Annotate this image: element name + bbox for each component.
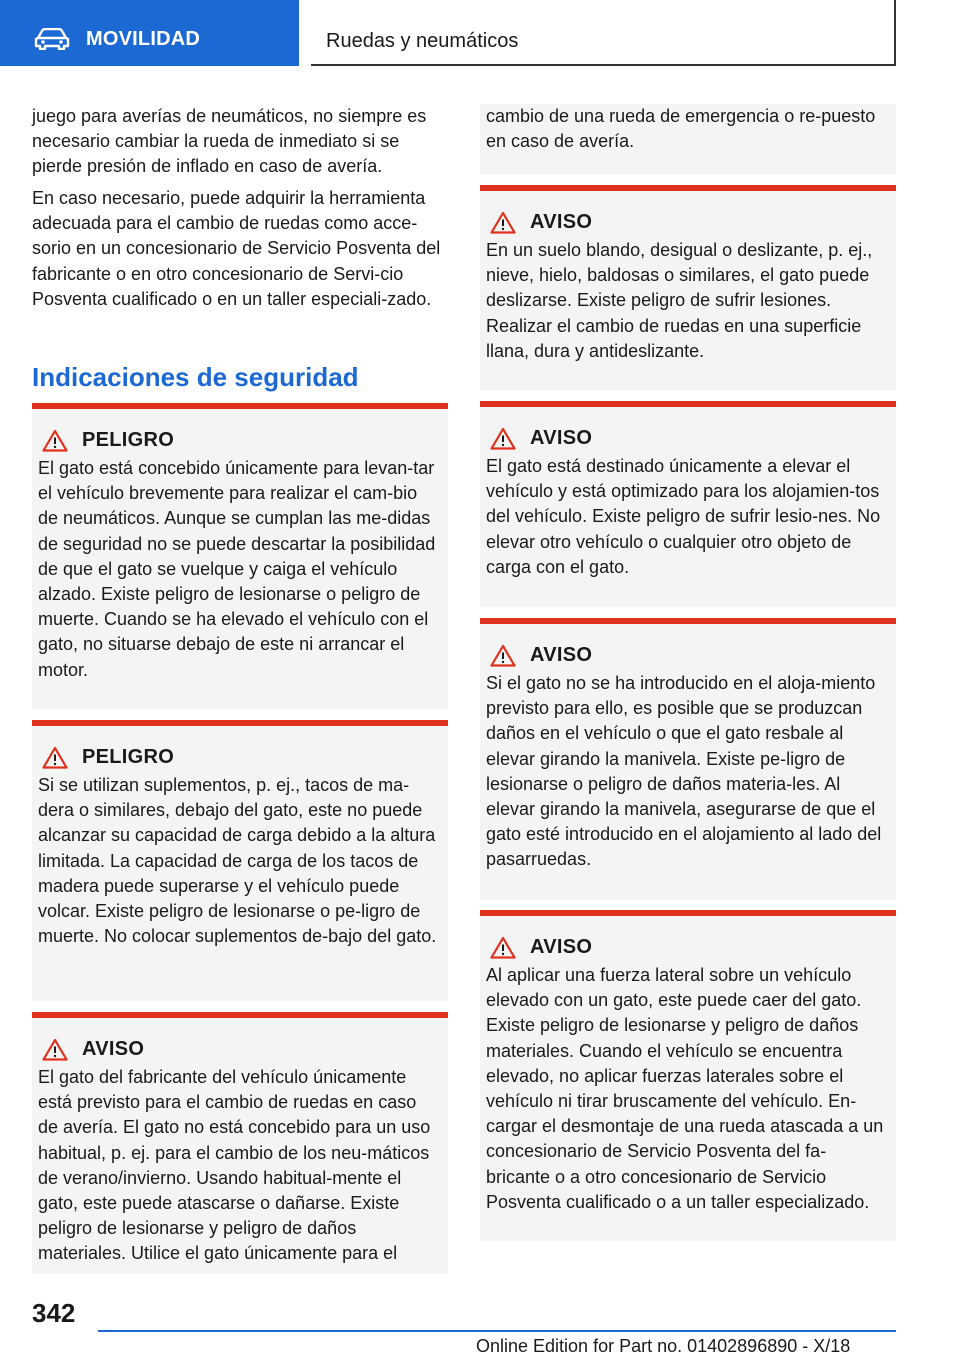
- warning-triangle-icon: [490, 427, 516, 450]
- page-number: 342: [32, 1298, 76, 1328]
- box-title: AVISO: [530, 936, 593, 958]
- box-title: AVISO: [530, 427, 593, 449]
- car-icon: [34, 28, 70, 50]
- continued-box: [480, 104, 896, 174]
- box-title: AVISO: [530, 644, 593, 666]
- box-title: AVISO: [82, 1038, 145, 1060]
- box-title: AVISO: [530, 211, 593, 233]
- warning-triangle-icon: [490, 211, 516, 234]
- box-text: Si se utilizan suplementos, p. ej., tacos de ma-dera o similares, debajo del gato, este no puede alcanzar su capacidad de carga debido a la altura limitada. La capacidad de carga de los tacos de madera puede superarse y el vehículo puede volcar. Existe peligro de lesionarse o pe-ligro de muerte. No colocar suplementos de-bajo del gato.: [38, 775, 437, 947]
- section-heading: Indicaciones de seguridad: [32, 362, 359, 392]
- notice-box-2: [480, 185, 896, 390]
- box-text: El gato está destinado únicamente a elevar el vehículo y está optimizado para los alojamien-tos del vehículo. Existe peligro de sufrir lesio-nes. No elevar otro vehículo o cualquier otro objeto de carga con el gato.: [486, 456, 881, 577]
- page-header: [0, 0, 960, 66]
- notice-box-5: [480, 910, 896, 1241]
- box-text: Al aplicar una fuerza lateral sobre un vehículo elevado con un gato, este puede caer del gato. Existe peligro de lesionarse y peligro de daños materiales. Cuando el vehículo se encuentra elevado, no aplicar fuerzas laterales sobre el vehículo ni tirar bruscamente del vehículo. En-cargar el desmontaje de una rueda atascada a un concesionario de Servicio Posventa del fa-bricante o a otro concesionario de Servicio Posventa cualificado o a un taller especializado.: [486, 965, 884, 1212]
- warning-triangle-icon: [42, 746, 68, 769]
- warning-triangle-icon: [490, 936, 516, 959]
- warning-triangle-icon: [490, 644, 516, 667]
- notice-box-3: [480, 401, 896, 607]
- notice-box-1: [32, 1012, 448, 1274]
- notice-box-4: [480, 618, 896, 900]
- box-title: PELIGRO: [82, 746, 175, 768]
- danger-box-1: [32, 403, 448, 709]
- section-tab: [0, 0, 299, 66]
- danger-box-2: [32, 720, 448, 1001]
- section-title: MOVILIDAD: [86, 28, 201, 50]
- edition-text: Online Edition for Part no. 01402896890 - X/18: [476, 1336, 851, 1356]
- box-title: PELIGRO: [82, 429, 175, 451]
- intro-paragraph-2: En caso necesario, puede adquirir la herramienta adecuada para el cambio de ruedas como acce-sorio en un concesionario de Servicio Posventa del fabricante o en otro concesionario de Servi-cio Posventa cualificado o en un taller especiali-zado.: [32, 188, 441, 309]
- chapter-title: Ruedas y neumáticos: [326, 30, 519, 52]
- box-text: cambio de una rueda de emergencia o re-puesto en caso de avería.: [486, 106, 876, 152]
- warning-triangle-icon: [42, 429, 68, 452]
- chapter-tab: [311, 0, 896, 66]
- box-text: Si el gato no se ha introducido en el aloja-miento previsto para ello, es posible que se produzcan daños en el vehículo o que el gato resbale al elevar girando la manivela. Existe pe-ligro de lesionarse o peligro de daños materia-les. Al elevar girando la manivela, asegurarse de que el gato esté introducido en el alojamiento al lado del pasarruedas.: [486, 673, 882, 870]
- footer-divider: [98, 1330, 896, 1332]
- box-text: El gato del fabricante del vehículo únicamente está previsto para el cambio de ruedas en caso de avería. El gato no está concebido para un uso habitual, p. ej. para el cambio de los neu-máticos de verano/invierno. Usando habitual-mente el gato, este puede atascarse o dañarse. Existe peligro de lesionarse y peligro de daños materiales. Utilice el gato únicamente para el: [38, 1067, 431, 1264]
- box-text: En un suelo blando, desigual o deslizante, p. ej., nieve, hielo, baldosas o similares, el gato puede deslizarse. Existe peligro de sufrir lesiones. Realizar el cambio de ruedas en una superficie llana, dura y antideslizante.: [486, 240, 873, 361]
- warning-triangle-icon: [42, 1038, 68, 1061]
- box-text: El gato está concebido únicamente para levan-tar el vehículo brevemente para realizar el cam-bio de neumáticos. Aunque se cumplan las me-didas de seguridad no se puede descartar la posibilidad de que el gato se vuelque y caiga el vehículo alzado. Existe peligro de lesionarse o peligro de muerte. Cuando se ha elevado el vehículo con el gato, no situarse debajo de este ni arrancar el motor.: [38, 458, 436, 680]
- intro-paragraph-1: juego para averías de neumáticos, no siempre es necesario cambiar la rueda de inmediato si se pierde presión de inflado en caso de avería.: [32, 106, 427, 177]
